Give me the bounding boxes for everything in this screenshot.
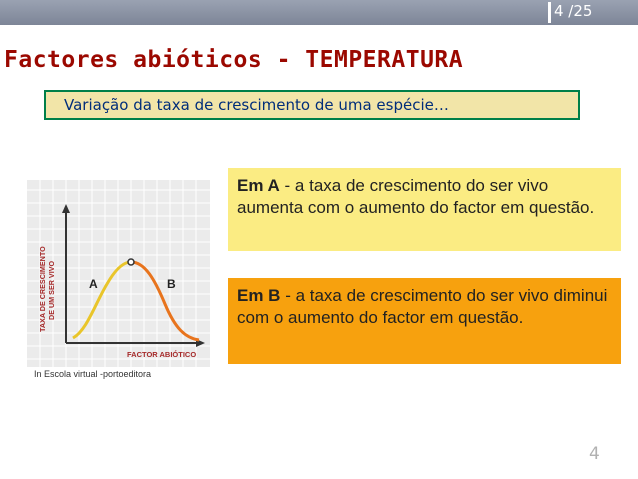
y-axis-label-line2: DE UM SER VIVO: [47, 260, 56, 320]
callout-box-b: [228, 278, 621, 364]
callout-a-heading: Em A: [237, 176, 280, 195]
top-bar: [0, 0, 638, 25]
callout-a-text: - a taxa de crescimento do ser vivo aumenta com o aumento do factor em questão.: [237, 176, 595, 217]
growth-graph: [27, 180, 210, 367]
graph-label-b: B: [167, 277, 176, 291]
curve-peak-marker: [128, 259, 134, 265]
slide-counter: 4 /25: [554, 2, 593, 20]
y-axis-label-line1: TAXA DE CRESCIMENTO: [38, 246, 47, 332]
graph-label-a: A: [89, 277, 98, 291]
callout-box-a: [228, 168, 621, 251]
top-bar-accent: [548, 2, 551, 23]
slide-title: Factores abióticos - TEMPERATURA: [4, 47, 464, 73]
slide-subtitle: Variação da taxa de crescimento de uma espécie…: [44, 90, 580, 120]
page-number: 4: [589, 444, 600, 464]
x-axis-label: FACTOR ABIÓTICO: [127, 350, 197, 359]
callout-b-heading: Em B: [237, 286, 281, 305]
image-credit: In Escola virtual -portoeditora: [34, 369, 152, 379]
callout-b-text: - a taxa de crescimento do ser vivo diminui com o aumento do factor em questão.: [237, 286, 608, 327]
